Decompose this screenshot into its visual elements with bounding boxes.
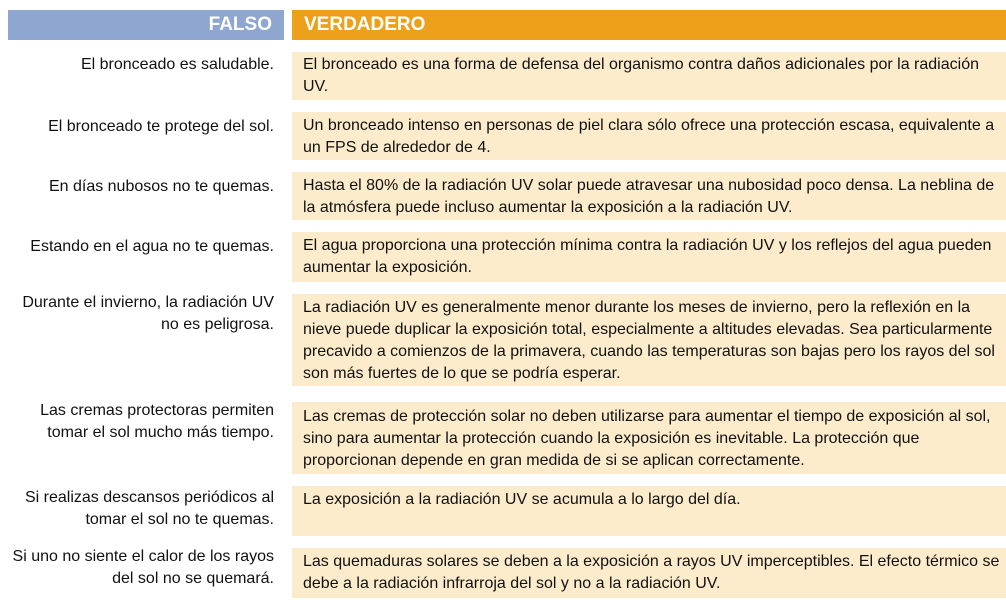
fact-text: El agua proporciona una protección mínima contra la radiación UV y los reflejos del agua pueden aumentar la exposición. bbox=[292, 232, 1006, 282]
fact-text: La radiación UV es generalmente menor durante los meses de invierno, pero la reflexión en la nieve puede duplicar la exposición total, especialmente a altitudes elevadas. Sea particularmente precavido a comienzos de la primavera, cuando las temperaturas son bajas pero los rayos del sol son más fuertes de lo que se podría esperar. bbox=[292, 294, 1006, 386]
header-falso: FALSO bbox=[8, 10, 284, 40]
fact-text: Un bronceado intenso en personas de piel clara sólo ofrece una protección escasa, equivalente a un FPS de alrededor de 4. bbox=[292, 112, 1006, 160]
myth-text: Si uno no siente el calor de los rayos del sol no se quemará. bbox=[12, 548, 274, 587]
myth-text: El bronceado es saludable. bbox=[80, 56, 274, 73]
fact-text: La exposición a la radiación UV se acumula a lo largo del día. bbox=[292, 486, 1006, 536]
myth-text: En días nubosos no te quemas. bbox=[48, 178, 274, 195]
myth-text: Las cremas protectoras permiten tomar el sol mucho más tiempo. bbox=[40, 402, 274, 441]
fact-text: Las quemaduras solares se deben a la exposición a rayos UV imperceptibles. El efecto térmico se debe a la radiación infrarroja del sol y no a la radiación UV. bbox=[292, 548, 1006, 598]
fact-text: Las cremas de protección solar no deben utilizarse para aumentar el tiempo de exposición al sol, sino para aumentar la protección cuando la exposición es inevitable. La protección que proporcionan depende en gran medida de si se aplican correctamente. bbox=[292, 402, 1006, 474]
header-verdadero: VERDADERO bbox=[292, 10, 1006, 40]
fact-text: El bronceado es una forma de defensa del organismo contra daños adicionales por la radiación UV. bbox=[292, 52, 1006, 100]
myth-text: Durante el invierno, la radiación UV no es peligrosa. bbox=[22, 294, 274, 333]
myth-text: El bronceado te protege del sol. bbox=[48, 118, 274, 135]
fact-text: Hasta el 80% de la radiación UV solar puede atravesar una nubosidad poco densa. La neblina de la atmósfera puede incluso aumentar la exposición a la radiación UV. bbox=[292, 172, 1006, 220]
myth-text: Estando en el agua no te quemas. bbox=[30, 238, 274, 255]
myth-text: Si realizas descansos periódicos al tomar el sol no te quemas. bbox=[24, 489, 274, 528]
